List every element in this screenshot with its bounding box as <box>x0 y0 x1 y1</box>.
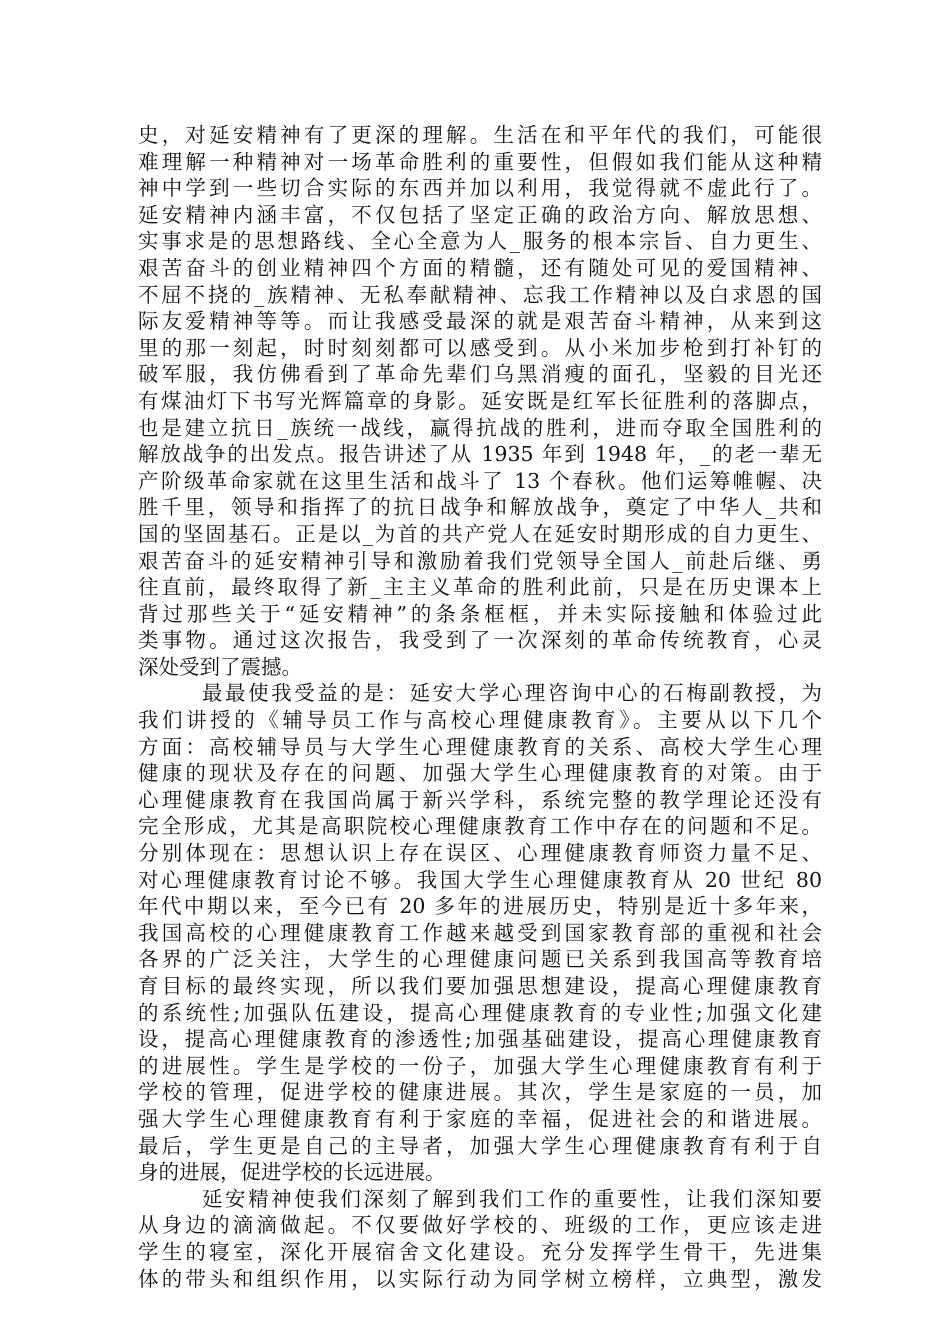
text-line: 国的坚固基石。正是以_为首的共产党人在延安时期形成的自力更生、 <box>138 521 822 546</box>
paragraph <box>138 680 822 1185</box>
text-line: 深处受到了震撼。 <box>138 654 302 679</box>
text-line: 各界的广泛关注，大学生的心理健康问题已关系到我国高等教育培 <box>138 947 822 972</box>
paragraph <box>138 1186 822 1292</box>
text-line: 史，对延安精神有了更深的理解。生活在和平年代的我们，可能很 <box>138 123 822 147</box>
text-line: 神中学到一些切合实际的东西并加以利用，我觉得就不虚此行了。 <box>138 176 822 201</box>
text-line: 最后，学生更是自己的主导者，加强大学生心理健康教育有利于自 <box>138 1133 822 1158</box>
text-line: 学校的管理，促进学校的健康进展。其次，学生是家庭的一员，加 <box>138 1080 822 1105</box>
text-line: 育目标的最终实现，所以我们要加强思想建设，提高心理健康教育 <box>138 974 822 998</box>
text-line: 最最使我受益的是：延安大学心理咨询中心的石梅副教授，为 <box>202 681 822 706</box>
text-line: 身的进展，促进学校的长远进展。 <box>138 1160 446 1185</box>
text-line: 艰苦奋斗的延安精神引导和激励着我们党领导全国人_前赴后继、勇 <box>138 548 822 573</box>
text-line: 的进展性。学生是学校的一份子，加强大学生心理健康教育有利于 <box>138 1053 822 1078</box>
text-line: 难理解一种精神对一场革命胜利的重要性，但假如我们能从这种精 <box>138 149 822 174</box>
paragraph <box>138 122 822 680</box>
text-line: 健康的现状及存在的问题、加强大学生心理健康教育的对策。由于 <box>138 761 822 786</box>
text-line: 艰苦奋斗的创业精神四个方面的精髓，还有随处可见的爱国精神、 <box>138 255 822 280</box>
text-line: 完全形成，尤其是高职院校心理健康教育工作中存在的问题和不足。 <box>138 814 822 839</box>
text-line: 往直前，最终取得了新_主主义革命的胜利此前，只是在历史课本上 <box>138 575 822 600</box>
text-line: 延安精神内涵丰富，不仅包括了坚定正确的政治方向、解放思想、 <box>138 202 822 227</box>
text-line: 的系统性;加强队伍建设，提高心理健康教育的专业性;加强文化建 <box>138 1000 822 1025</box>
text-line: 延安精神使我们深刻了解到我们工作的重要性，让我们深知要 <box>202 1186 822 1211</box>
text-line: 年代中期以来，至今已有 20 多年的进展历史，特别是近十多年来， <box>138 894 822 919</box>
text-line: 类事物。通过这次报告，我受到了一次深刻的革命传统教育，心灵 <box>138 628 822 653</box>
text-line: 分别体现在：思想认识上存在误区、心理健康教育师资力量不足、 <box>138 841 822 866</box>
text-line: 产阶级革命家就在这里生活和战斗了 13 个春秋。他们运筹帷幄、决 <box>138 468 822 493</box>
text-line: 设，提高心理健康教育的渗透性;加强基础建设，提高心理健康教育 <box>138 1027 822 1052</box>
text-line: 不屈不挠的_族精神、无私奉献精神、忘我工作精神以及白求恩的国 <box>138 282 822 307</box>
text-line: 背过那些关于“延安精神”的条条框框，并未实际接触和体验过此 <box>138 601 822 626</box>
text-line: 也是建立抗日_族统一战线，赢得抗战的胜利，进而夺取全国胜利的 <box>138 415 822 440</box>
text-line: 解放战争的出发点。报告讲述了从 1935 年到 1948 年，_的老一辈无 <box>138 442 822 467</box>
text-line: 强大学生心理健康教育有利于家庭的幸福，促进社会的和谐进展。 <box>138 1106 822 1131</box>
text-line: 心理健康教育在我国尚属于新兴学科，系统完整的教学理论还没有 <box>138 787 822 812</box>
text-line: 里的那一刻起，时时刻刻都可以感受到。从小米加步枪到打补钉的 <box>138 335 822 360</box>
text-line: 际友爱精神等等。而让我感受最深的就是艰苦奋斗精神，从来到这 <box>138 309 822 334</box>
text-line: 我国高校的心理健康教育工作越来越受到国家教育部的重视和社会 <box>138 920 822 945</box>
text-line: 体的带头和组织作用，以实际行动为同学树立榜样，立典型，激发 <box>138 1266 822 1291</box>
text-line: 我们讲授的《辅导员工作与高校心理健康教育》。主要从以下几个 <box>138 708 822 733</box>
text-line: 学生的寝室，深化开展宿舍文化建设。充分发挥学生骨干，先进集 <box>138 1239 822 1264</box>
text-line: 方面：高校辅导员与大学生心理健康教育的关系、高校大学生心理 <box>138 734 822 759</box>
text-line: 有煤油灯下书写光辉篇章的身影。延安既是红军长征胜利的落脚点， <box>138 388 822 413</box>
text-line: 对心理健康教育讨论不够。我国大学生心理健康教育从 20 世纪 80 <box>138 867 822 892</box>
document-body <box>138 122 822 1292</box>
text-line: 破军服，我仿佛看到了革命先辈们乌黑消瘦的面孔，坚毅的目光还 <box>138 362 822 387</box>
text-line: 实事求是的思想路线、全心全意为人_服务的根本宗旨、自力更生、 <box>138 229 822 254</box>
text-line: 从身边的滴滴做起。不仅要做好学校的、班级的工作，更应该走进 <box>138 1213 822 1238</box>
text-line: 胜千里，领导和指挥了的抗日战争和解放战争，奠定了中华人_共和 <box>138 495 822 520</box>
